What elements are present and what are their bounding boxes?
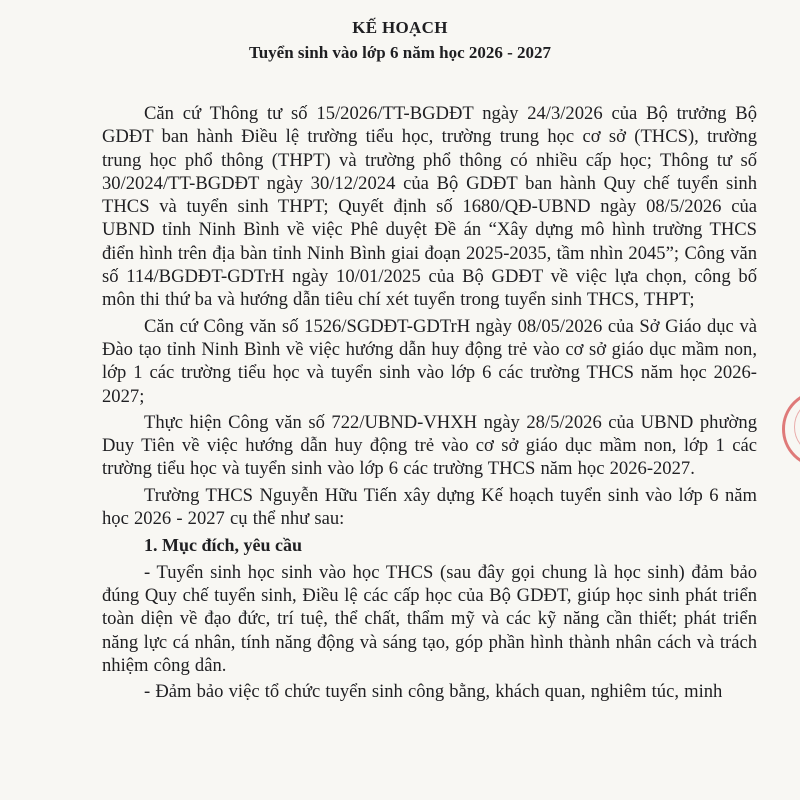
paragraph-implementation: Thực hiện Công văn số 722/UBND-VHXH ngày 28/5/2026 của UBND phường Duy Tiên về việc hướng dẫn huy động trẻ vào cơ sở giáo dục mầm non, lớp 1 các trường tiểu học và tuyển sinh vào lớp 6 các trường THCS năm học 2026-2027. [102,411,757,480]
paragraph-intro: Trường THCS Nguyễn Hữu Tiến xây dựng Kế hoạch tuyển sinh vào lớp 6 năm học 2026 - 2027 cụ thể như sau: [102,484,757,530]
document-body [102,102,757,706]
paragraph-legal-basis-2: Căn cứ Công văn số 1526/SGDĐT-GDTrH ngày 08/05/2026 của Sở Giáo dục và Đào tạo tỉnh Ninh Bình về việc hướng dẫn huy động trẻ vào cơ sở giáo dục mầm non, lớp 1 các trường tiểu học và tuyển sinh vào lớp 6 các trường THCS năm học 2026-2027; [102,315,757,407]
paragraph-purpose-2: - Đảm bảo việc tổ chức tuyển sinh công bằng, khách quan, nghiêm túc, minh [144,681,723,703]
section-heading-purpose: 1. Mục đích, yêu cầu [144,535,303,556]
document-title: KẾ HOẠCH [352,18,448,37]
paragraph-legal-basis-1: Căn cứ Thông tư số 15/2026/TT-BGDĐT ngày 24/3/2026 của Bộ trưởng Bộ GDĐT ban hành Điều lệ trường tiểu học, trường trung học cơ sở (THCS), trường trung học phổ thông (THPT) và trường phổ thông có nhiều cấp học; Thông tư số 30/2024/TT-BGDĐT ngày 30/12/2024 của Bộ GDĐT ban hành Quy chế tuyển sinh THCS và tuyển sinh THPT; Quyết định số 1680/QĐ-UBND ngày 08/5/2026 của UBND tỉnh Ninh Bình về việc Phê duyệt Đề án “Xây dựng mô hình trường THCS điển hình trên địa bàn tỉnh Ninh Bình giai đoạn 2025-2035, tầm nhìn 2045”; Công văn số 114/BGDĐT-GDTrH ngày 10/01/2025 của Bộ GDĐT về việc lựa chọn, công bố môn thi thứ ba và hướng dẫn tiêu chí xét tuyển trong tuyển sinh THCS, THPT; [102,103,757,311]
document-subtitle: Tuyển sinh vào lớp 6 năm học 2026 - 2027 [248,43,552,62]
paragraph-purpose-1: - Tuyển sinh học sinh vào học THCS (sau đây gọi chung là học sinh) đảm bảo đúng Quy chế tuyển sinh, Điều lệ các cấp học của Bộ GDĐT, giúp học sinh phát triển toàn diện về đạo đức, trí tuệ, thể chất, thẩm mỹ và các kỹ năng cần thiết; phát triển năng lực cá nhân, tính năng động và sáng tạo, góp phần hình thành nhân cách và trách nhiệm công dân. [102,561,757,676]
